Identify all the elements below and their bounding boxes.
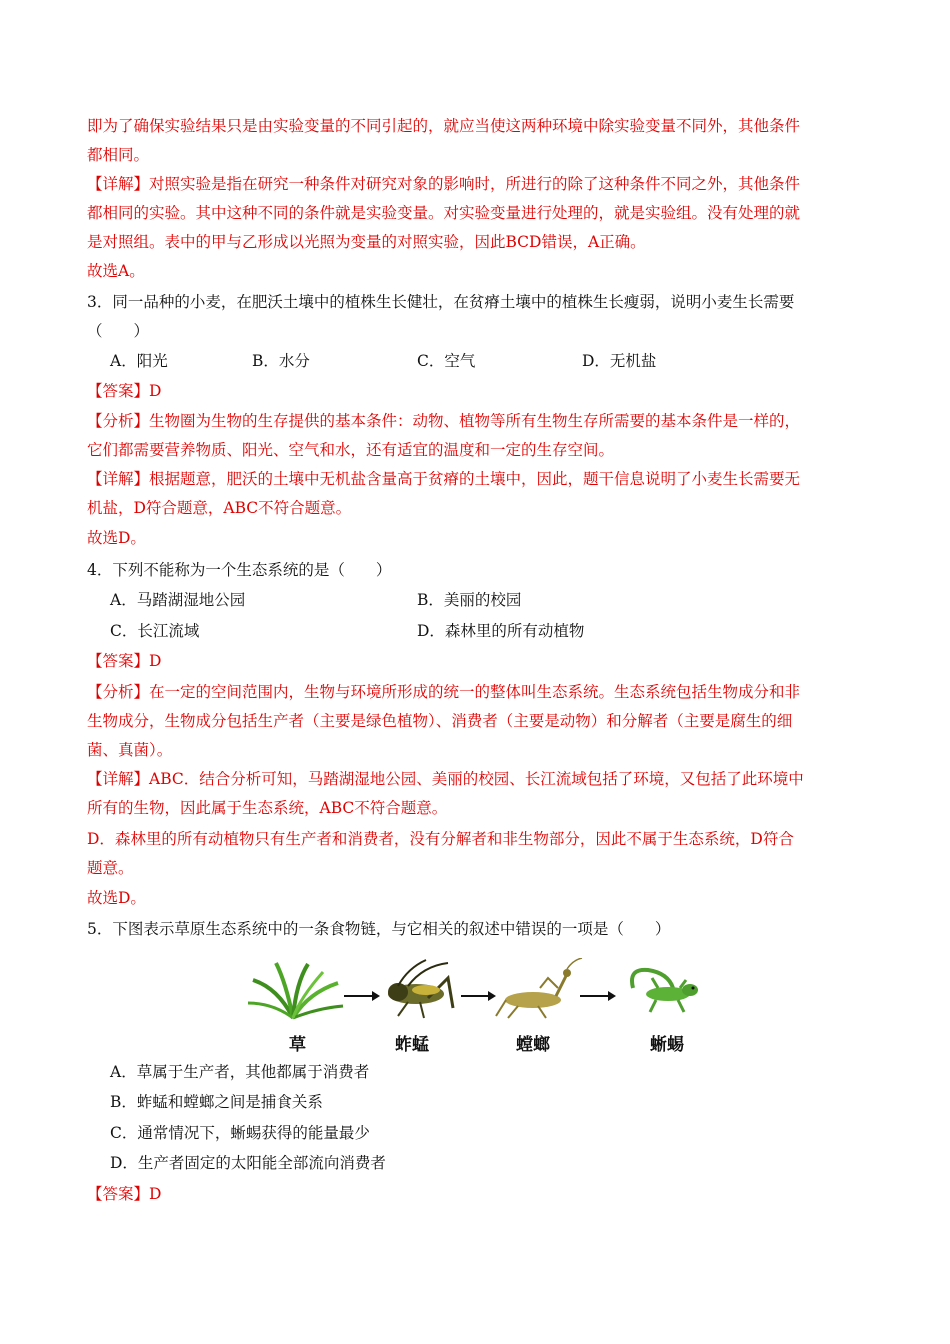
q4-option-c: C．长江流域 (110, 622, 200, 640)
q3-option-a: A．阳光 (110, 352, 168, 370)
arrow-icon (461, 991, 496, 1001)
q5-option-d: D．生产者固定的太阳能全部流向消费者 (110, 1154, 386, 1172)
q3-option-d: D．无机盐 (582, 352, 657, 370)
q4-analysis-1: 【分析】在一定的空间范围内，生物与环境所形成的统一的整体叫生态系统。生态系统包括生物成分和非 (87, 683, 801, 701)
q3-detail-2: 机盐，D符合题意，ABC不符合题意。 (87, 499, 352, 517)
chain-label-lizard: 蜥蜴 (650, 1035, 684, 1055)
chain-label-mantis: 螳螂 (516, 1035, 550, 1055)
q5-stem: 5．下图表示草原生态系统中的一条食物链，与它相关的叙述中错误的一项是（ ） (87, 920, 671, 938)
q4-stem: 4．下列不能称为一个生态系统的是（ ） (87, 561, 392, 579)
lizard-image (632, 970, 698, 1012)
arrow-icon (580, 991, 616, 1001)
intro-line-1: 即为了确保实验结果只是由实验变量的不同引起的，就应当使这两种环境中除实验变量不同外，其他条件 (87, 117, 801, 135)
grasshopper-image (388, 960, 453, 1018)
intro-detail-2: 都相同的实验。其中这种不同的条件就是实验变量。对实验变量进行处理的，就是实验组。没有处理的就 (87, 204, 801, 222)
q4-analysis-2: 生物成分，生物成分包括生产者（主要是绿色植物）、消费者（主要是动物）和分解者（主要是腐生的细 (87, 712, 793, 730)
q3-detail-1: 【详解】根据题意，肥沃的土壤中无机盐含量高于贫瘠的土壤中，因此，题干信息说明了小麦生长需要无 (87, 470, 801, 488)
q3-analysis-1: 【分析】生物圈为生物的生存提供的基本条件：动物、植物等所有生物生存所需要的基本条件是一样的， (87, 412, 801, 430)
q4-analysis-3: 菌、真菌）。 (87, 741, 173, 759)
q3-analysis-2: 它们都需要营养物质、阳光、空气和水，还有适宜的温度和一定的生存空间。 (87, 441, 615, 459)
q5-option-a: A．草属于生产者，其他都属于消费者 (110, 1063, 370, 1081)
q5-option-c: C．通常情况下，蜥蜴获得的能量最少 (110, 1124, 370, 1142)
chain-label-grass: 草 (289, 1035, 306, 1055)
intro-line-2: 都相同。 (87, 146, 150, 164)
q5-option-b: B．蚱蜢和螳螂之间是捕食关系 (110, 1093, 323, 1111)
intro-detail-1: 【详解】对照实验是指在研究一种条件对研究对象的影响时，所进行的除了这种条件不同之外，其他条件 (87, 175, 801, 193)
q4-detail-4: 题意。 (87, 859, 134, 877)
arrow-icon (344, 991, 380, 1001)
food-chain-figure (248, 958, 708, 1054)
q4-detail-2: 所有的生物，因此属于生态系统，ABC不符合题意。 (87, 799, 448, 817)
q3-answer: 【答案】D (87, 382, 162, 400)
q4-option-b: B．美丽的校园 (417, 591, 522, 609)
mantis-image (496, 958, 582, 1018)
grass-image (248, 963, 343, 1018)
q4-detail-1: 【详解】ABC．结合分析可知，马踏湖湿地公园、美丽的校园、长江流域包括了环境，又包括了此环境中 (87, 770, 804, 788)
q5-answer: 【答案】D (87, 1185, 162, 1203)
q4-choose: 故选D。 (87, 889, 146, 907)
q3-option-b: B．水分 (252, 352, 310, 370)
q3-option-c: C．空气 (417, 352, 476, 370)
chain-label-grasshopper: 蚱蜢 (395, 1035, 429, 1055)
q4-answer: 【答案】D (87, 652, 162, 670)
q3-choose: 故选D。 (87, 529, 146, 547)
q3-stem-1: 3．同一品种的小麦，在肥沃土壤中的植株生长健壮，在贫瘠土壤中的植株生长瘦弱，说明小麦生长需要 (87, 293, 795, 311)
intro-detail-3: 是对照组。表中的甲与乙形成以光照为变量的对照实验，因此BCD错误，A正确。 (87, 233, 646, 251)
food-chain-illustration (248, 958, 708, 1028)
q3-stem-2: （ ） (87, 322, 150, 340)
intro-choose: 故选A。 (87, 262, 145, 280)
q4-option-a: A．马踏湖湿地公园 (110, 591, 246, 609)
q4-option-d: D．森林里的所有动植物 (417, 622, 585, 640)
q4-detail-3: D．森林里的所有动植物只有生产者和消费者，没有分解者和非生物部分，因此不属于生态系统，D符合 (87, 830, 794, 848)
